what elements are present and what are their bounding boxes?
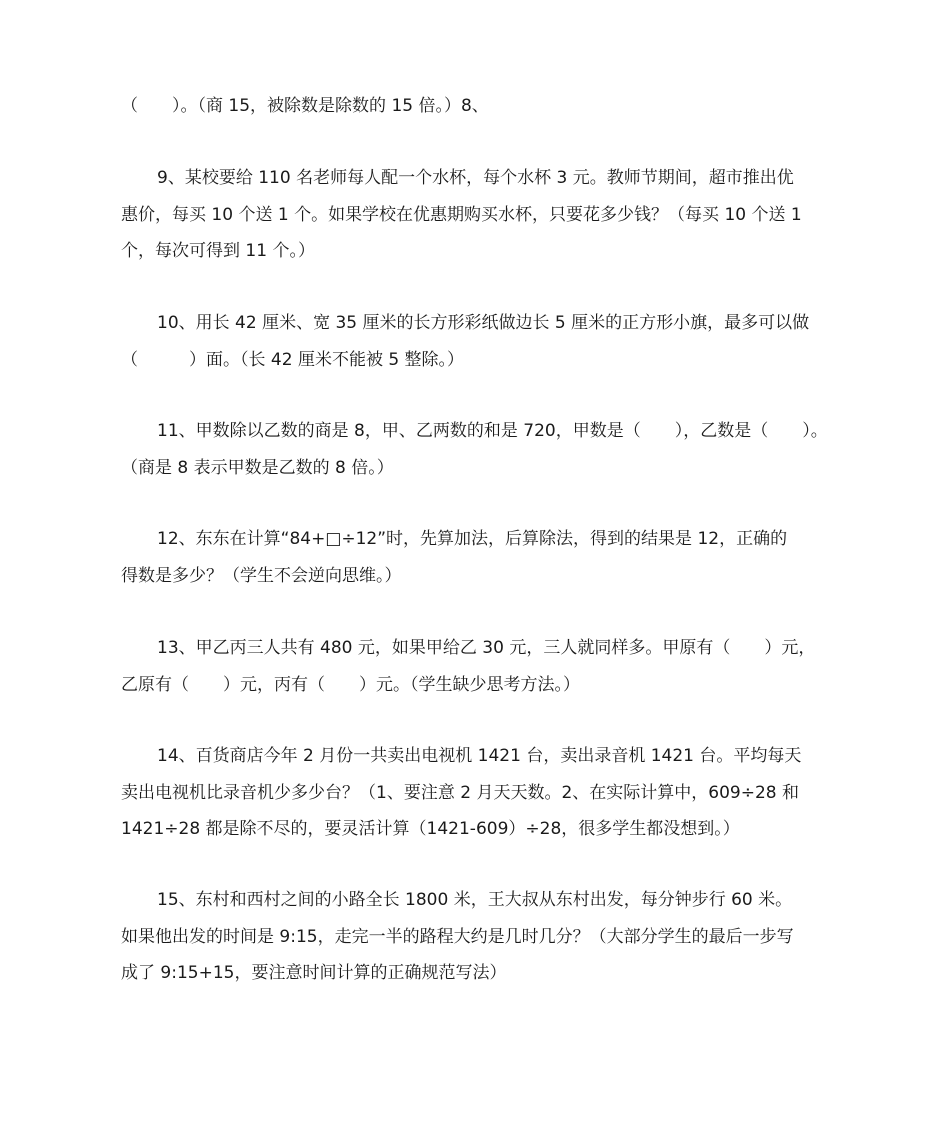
text-line: （ ）面。（长 42 厘米不能被 5 整除。） bbox=[121, 349, 465, 370]
text-line: 12、东东在计算“84+□÷12”时，先算加法，后算除法，得到的结果是 12，正确的 bbox=[157, 529, 788, 549]
text-line: （商是 8 表示甲数是乙数的 8 倍。） bbox=[121, 457, 394, 478]
question-13 bbox=[121, 630, 833, 703]
question-9 bbox=[121, 160, 833, 270]
text-line: （ ）。（商 15，被除数是除数的 15 倍。）8、 bbox=[121, 96, 489, 116]
question-11 bbox=[121, 413, 833, 486]
question-10 bbox=[121, 305, 833, 378]
text-line: 1421÷28 都是除不尽的，要灵活计算（1421-609）÷28，很多学生都没想到。） bbox=[121, 819, 740, 839]
question-14 bbox=[121, 738, 833, 848]
text-line: 得数是多少？（学生不会逆向思维。） bbox=[121, 565, 402, 586]
text-line: 惠价，每买 10 个送 1 个。如果学校在优惠期购买水杯，只要花多少钱？（每买 10 个送 1 bbox=[121, 204, 802, 225]
text-line: 14、百货商店今年 2 月份一共卖出电视机 1421 台，卖出录音机 1421 台。平均每天 bbox=[157, 746, 802, 766]
text-line: 9、某校要给 110 名老师每人配一个水杯，每个水杯 3 元。教师节期间，超市推出优 bbox=[157, 168, 794, 188]
text-line: 10、用长 42 厘米、宽 35 厘米的长方形彩纸做边长 5 厘米的正方形小旗，最多可以做 bbox=[157, 313, 810, 333]
question-12 bbox=[121, 521, 833, 594]
text-line: 13、甲乙丙三人共有 480 元，如果甲给乙 30 元，三人就同样多。甲原有（ ）元， bbox=[157, 638, 816, 658]
text-line: 成了 9:15+15，要注意时间计算的正确规范写法） bbox=[121, 963, 507, 983]
question-8-tail bbox=[121, 88, 833, 125]
text-line: 15、东村和西村之间的小路全长 1800 米，王大叔从东村出发，每分钟步行 60 米。 bbox=[157, 890, 793, 910]
text-line: 乙原有（ ）元，丙有（ ）元。（学生缺少思考方法。） bbox=[121, 674, 580, 695]
text-line: 11、甲数除以乙数的商是 8，甲、乙两数的和是 720，甲数是（ ），乙数是（ ）。 bbox=[157, 421, 828, 441]
text-line: 个，每次可得到 11 个。） bbox=[121, 241, 315, 261]
text-line: 如果他出发的时间是 9:15，走完一半的路程大约是几时几分？（大部分学生的最后一步写 bbox=[121, 926, 794, 947]
question-15 bbox=[121, 882, 833, 992]
text-line: 卖出电视机比录音机少多少台？（1、要注意 2 月天天数。2、在实际计算中，609÷28 和 bbox=[121, 782, 799, 803]
